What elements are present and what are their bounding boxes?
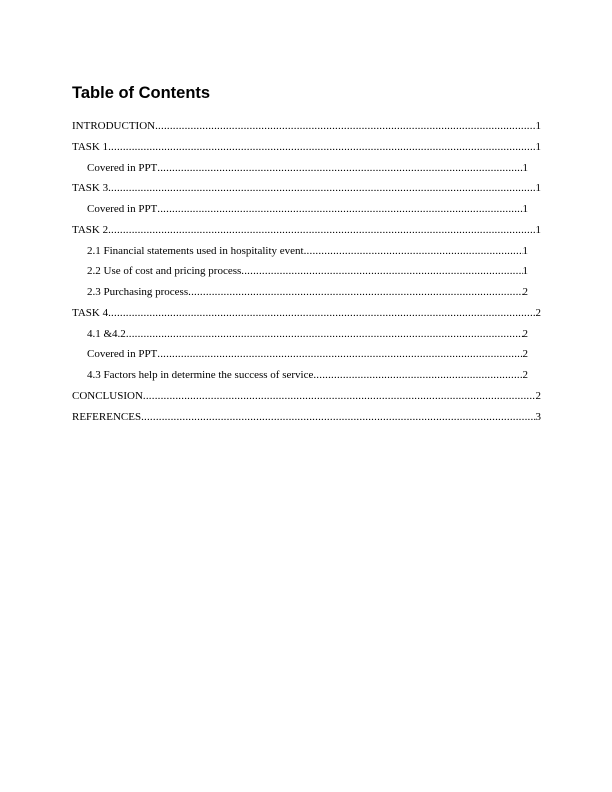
toc-entry-text: CONCLUSION [72, 389, 143, 402]
toc-page-number: 1 [535, 223, 541, 236]
toc-entry-4-3[interactable] [72, 365, 528, 386]
toc-entry-task-1[interactable] [72, 137, 541, 158]
toc-entry-task-3-covered-in-ppt[interactable] [72, 199, 528, 220]
toc-dot-leader [141, 407, 535, 428]
toc-page-number: 2 [522, 327, 528, 340]
toc-page-number: 2 [522, 348, 528, 361]
toc-entry-task-3[interactable] [72, 178, 541, 199]
toc-entry-text: REFERENCES [72, 410, 142, 423]
toc-page-number: 1 [522, 265, 528, 278]
toc-entry-task-4[interactable] [72, 303, 541, 324]
toc-entry-introduction[interactable] [72, 116, 541, 137]
toc-entry-text: TASK 3 [72, 182, 109, 195]
toc-dot-leader [157, 344, 522, 365]
toc-page-number: 2 [535, 389, 541, 402]
toc-entry-text: 2.3 Purchasing process [87, 286, 189, 298]
toc-entry-text: TASK 2 [72, 223, 109, 236]
toc-heading: Table of Contents [72, 84, 211, 102]
toc-entry-text: 2.1 Financial statements used in hospitality event [87, 244, 304, 257]
toc-entry-text: 4.1 &4.2 [87, 327, 126, 340]
toc-entry-task-4-covered-in-ppt[interactable] [72, 344, 528, 365]
toc-dot-leader [108, 178, 535, 199]
toc-dot-leader [313, 365, 522, 386]
toc-dot-leader [241, 261, 522, 282]
toc-entry-text: Covered in PPT [87, 203, 158, 215]
toc-list [72, 116, 541, 427]
toc-entry-references[interactable] [72, 407, 541, 428]
toc-dot-leader [143, 386, 536, 407]
toc-page-number: 3 [535, 410, 541, 423]
toc-dot-leader [108, 220, 535, 241]
toc-dot-leader [108, 137, 535, 158]
toc-page-number: 1 [522, 203, 528, 215]
toc-entry-2-3[interactable] [72, 282, 528, 303]
toc-page-number: 1 [535, 120, 541, 132]
toc-entry-text: 2.2 Use of cost and pricing process [87, 265, 242, 278]
toc-entry-2-2[interactable] [72, 261, 528, 282]
toc-entry-text: TASK 4 [72, 306, 109, 319]
toc-dot-leader [155, 116, 535, 137]
toc-entry-4-1-4-2[interactable] [72, 324, 528, 345]
toc-entry-task-2[interactable] [72, 220, 541, 241]
toc-dot-leader [304, 241, 523, 262]
toc-dot-leader [157, 199, 522, 220]
toc-entry-task-1-covered-in-ppt[interactable] [72, 158, 528, 179]
toc-page-number: 2 [522, 369, 528, 381]
toc-dot-leader [188, 282, 522, 303]
toc-entry-text: Covered in PPT [87, 161, 158, 174]
toc-entry-text: Covered in PPT [87, 348, 158, 361]
toc-page-number: 1 [535, 140, 541, 153]
toc-page-number: 2 [522, 286, 528, 298]
toc-page-number: 2 [535, 306, 541, 319]
toc-page-number: 1 [535, 182, 541, 195]
toc-entry-text: TASK 1 [72, 140, 109, 153]
toc-dot-leader [157, 158, 522, 179]
toc-page-number: 1 [522, 161, 528, 174]
toc-dot-leader [126, 324, 523, 345]
toc-entry-text: INTRODUCTION [72, 120, 156, 132]
toc-entry-2-1[interactable] [72, 241, 528, 262]
toc-dot-leader [108, 303, 535, 324]
toc-entry-conclusion[interactable] [72, 386, 541, 407]
toc-entry-text: 4.3 Factors help in determine the success of service [87, 369, 314, 381]
toc-page-number: 1 [522, 244, 528, 257]
